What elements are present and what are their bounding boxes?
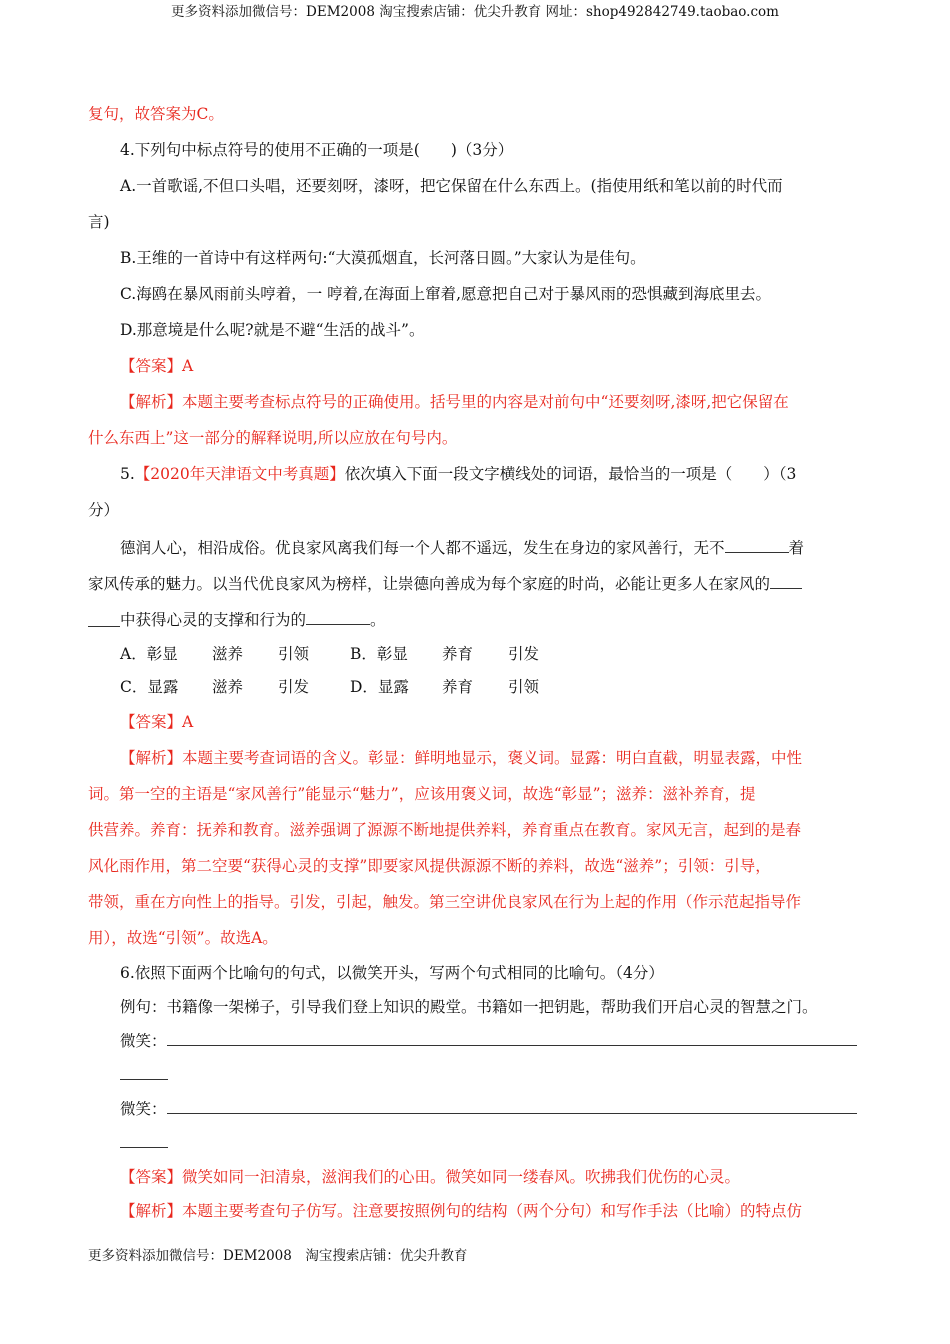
q4-option-b: B.王维的一首诗中有这样两句:“大漠孤烟直，长河落日圆。”大家认为是佳句。 <box>120 249 646 267</box>
q5-answer <box>88 704 860 740</box>
q5-analysis-line2: 词。第一空的主语是“家风善行”能显示“魅力”，应该用褒义词，故选“彰显”；滋养：滋补养育，提 <box>88 785 756 803</box>
q5-source: 【2020年天津语文中考真题】 <box>134 465 345 483</box>
answer-line-1[interactable] <box>167 1031 857 1046</box>
answer-value: 微笑如同一汩清泉，滋润我们的心田。微笑如同一缕春风。吹拂我们优伤的心灵。 <box>182 1168 741 1186</box>
answer-value: A <box>182 713 194 731</box>
q5-passage-line1: 德润人心，相沿成俗。优良家风离我们每一个人都不遥远，发生在身边的家风善行，无不 着 <box>120 539 805 557</box>
option-d-word3: 引领 <box>508 678 540 696</box>
q5-options-row-2 <box>88 671 860 704</box>
document-body <box>88 96 860 1228</box>
q5-number: 5. <box>120 465 135 483</box>
q4-stem: 4.下列句中标点符号的使用不正确的一项是( )（3分） <box>120 141 514 159</box>
q5-analysis-line5: 带领，重在方向性上的指导。引发，引起，触发。第三空讲优良家风在行为上起的作用（作示范起指导作 <box>88 893 802 911</box>
q5-options-row-1 <box>88 638 860 671</box>
analysis-text: 本题主要考查词语的含义。彰显：鲜明地显示，褒义词。显露：明白直截，明显表露，中性 <box>182 749 803 767</box>
q6-prompt-2 <box>88 1092 860 1126</box>
q6-prompt-1-cont <box>88 1058 860 1092</box>
fill-blank-2-cont[interactable] <box>88 612 120 627</box>
q5-analysis <box>88 740 860 776</box>
analysis-text: 本题主要考查标点符号的正确使用。括号里的内容是对前句中“还要刻呀,漆呀,把它保留在 <box>182 393 789 411</box>
option-a: A．彰显 <box>120 645 178 663</box>
q5-analysis-line3: 供营养。养育：抚养和教育。滋养强调了源源不断地提供养料，养育重点在教育。家风无言，起到的是春 <box>88 821 802 839</box>
fill-blank-2[interactable] <box>770 574 802 589</box>
answer-line-2[interactable] <box>167 1099 857 1114</box>
q5-stem-text: 依次填入下面一段文字横线处的词语，最恰当的一项是（ ）（3 <box>344 465 797 483</box>
q6-answer <box>88 1160 860 1194</box>
prompt-label: 微笑： <box>120 1100 167 1118</box>
q5-passage-line3: 中获得心灵的支撑和行为的 。 <box>88 602 860 638</box>
q5-stem <box>88 456 860 492</box>
q4-option-c: C.海鸥在暴风雨前头哼着，一 哼着,在海面上窜着,愿意把自己对于暴风雨的恐惧藏到海底里去。 <box>120 285 772 303</box>
option-b-word2: 养育 <box>442 645 474 663</box>
answer-tag: 【答案】 <box>120 1168 183 1186</box>
q6-prompt-2-cont <box>88 1126 860 1160</box>
q6-analysis <box>88 1194 860 1228</box>
q5-stem-cont: 分） <box>88 501 120 519</box>
answer-line-1-cont[interactable] <box>120 1065 168 1080</box>
analysis-tag: 【解析】 <box>120 393 183 411</box>
q6-example: 例句：书籍像一架梯子，引导我们登上知识的殿堂。书籍如一把钥匙，帮助我们开启心灵的智慧之门。 <box>120 998 818 1016</box>
prompt-label: 微笑： <box>120 1032 167 1050</box>
q4-analysis <box>88 384 860 420</box>
answer-line-2-cont[interactable] <box>120 1133 168 1148</box>
answer-tag: 【答案】 <box>120 713 183 731</box>
option-a-word2: 滋养 <box>212 645 244 663</box>
option-b-word3: 引发 <box>508 645 540 663</box>
analysis-text: 本题主要考查句子仿写。注意要按照例句的结构（两个分句）和写作手法（比喻）的特点仿 <box>182 1202 803 1220</box>
fill-blank-1[interactable] <box>725 538 789 553</box>
option-b: B．彰显 <box>350 645 408 663</box>
q6-stem: 6.依照下面两个比喻句的句式，以微笑开头，写两个句式相同的比喻句。（4分） <box>120 964 664 982</box>
option-a-word3: 引领 <box>278 645 310 663</box>
q4-option-d: D.那意境是什么呢?就是不避“生活的战斗”。 <box>120 321 425 339</box>
q4-option-a-cont: 言) <box>88 213 110 231</box>
analysis-tag: 【解析】 <box>120 1202 183 1220</box>
answer-value: A <box>182 357 194 375</box>
fill-blank-3[interactable] <box>306 610 370 625</box>
q4-answer <box>88 348 860 384</box>
analysis-tag: 【解析】 <box>120 749 183 767</box>
continuation-text: 复句，故答案为C。 <box>88 105 224 123</box>
option-d-word2: 养育 <box>442 678 474 696</box>
option-c-word3: 引发 <box>278 678 310 696</box>
option-c: C．显露 <box>120 678 179 696</box>
q5-analysis-line6: 用），故选“引领”。故选A。 <box>88 929 278 947</box>
q5-analysis-line4: 风化雨作用，第二空要“获得心灵的支撑”即要家风提供源源不断的养料，故选“滋养”；引领：引导， <box>88 857 771 875</box>
answer-tag: 【答案】 <box>120 357 183 375</box>
q6-prompt-1 <box>88 1024 860 1058</box>
q5-passage-line2: 家风传承的魅力。以当代优良家风为榜样，让崇德向善成为每个家庭的时尚，必能让更多人在家风的 <box>88 566 860 602</box>
q4-analysis-cont: 什么东西上”这一部分的解释说明,所以应放在句号内。 <box>88 429 458 447</box>
q4-option-a: A.一首歌谣,不但口头唱，还要刻呀，漆呀，把它保留在什么东西上。(指使用纸和笔以前的时代而 <box>120 177 783 195</box>
option-c-word2: 滋养 <box>212 678 244 696</box>
page-header: 更多资料添加微信号：DEM2008 淘宝搜索店铺：优尖升教育 网址：shop492842749.taobao.com <box>171 4 779 20</box>
page-footer: 更多资料添加微信号：DEM2008 淘宝搜索店铺：优尖升教育 <box>88 1248 468 1264</box>
option-d: D．显露 <box>350 678 409 696</box>
